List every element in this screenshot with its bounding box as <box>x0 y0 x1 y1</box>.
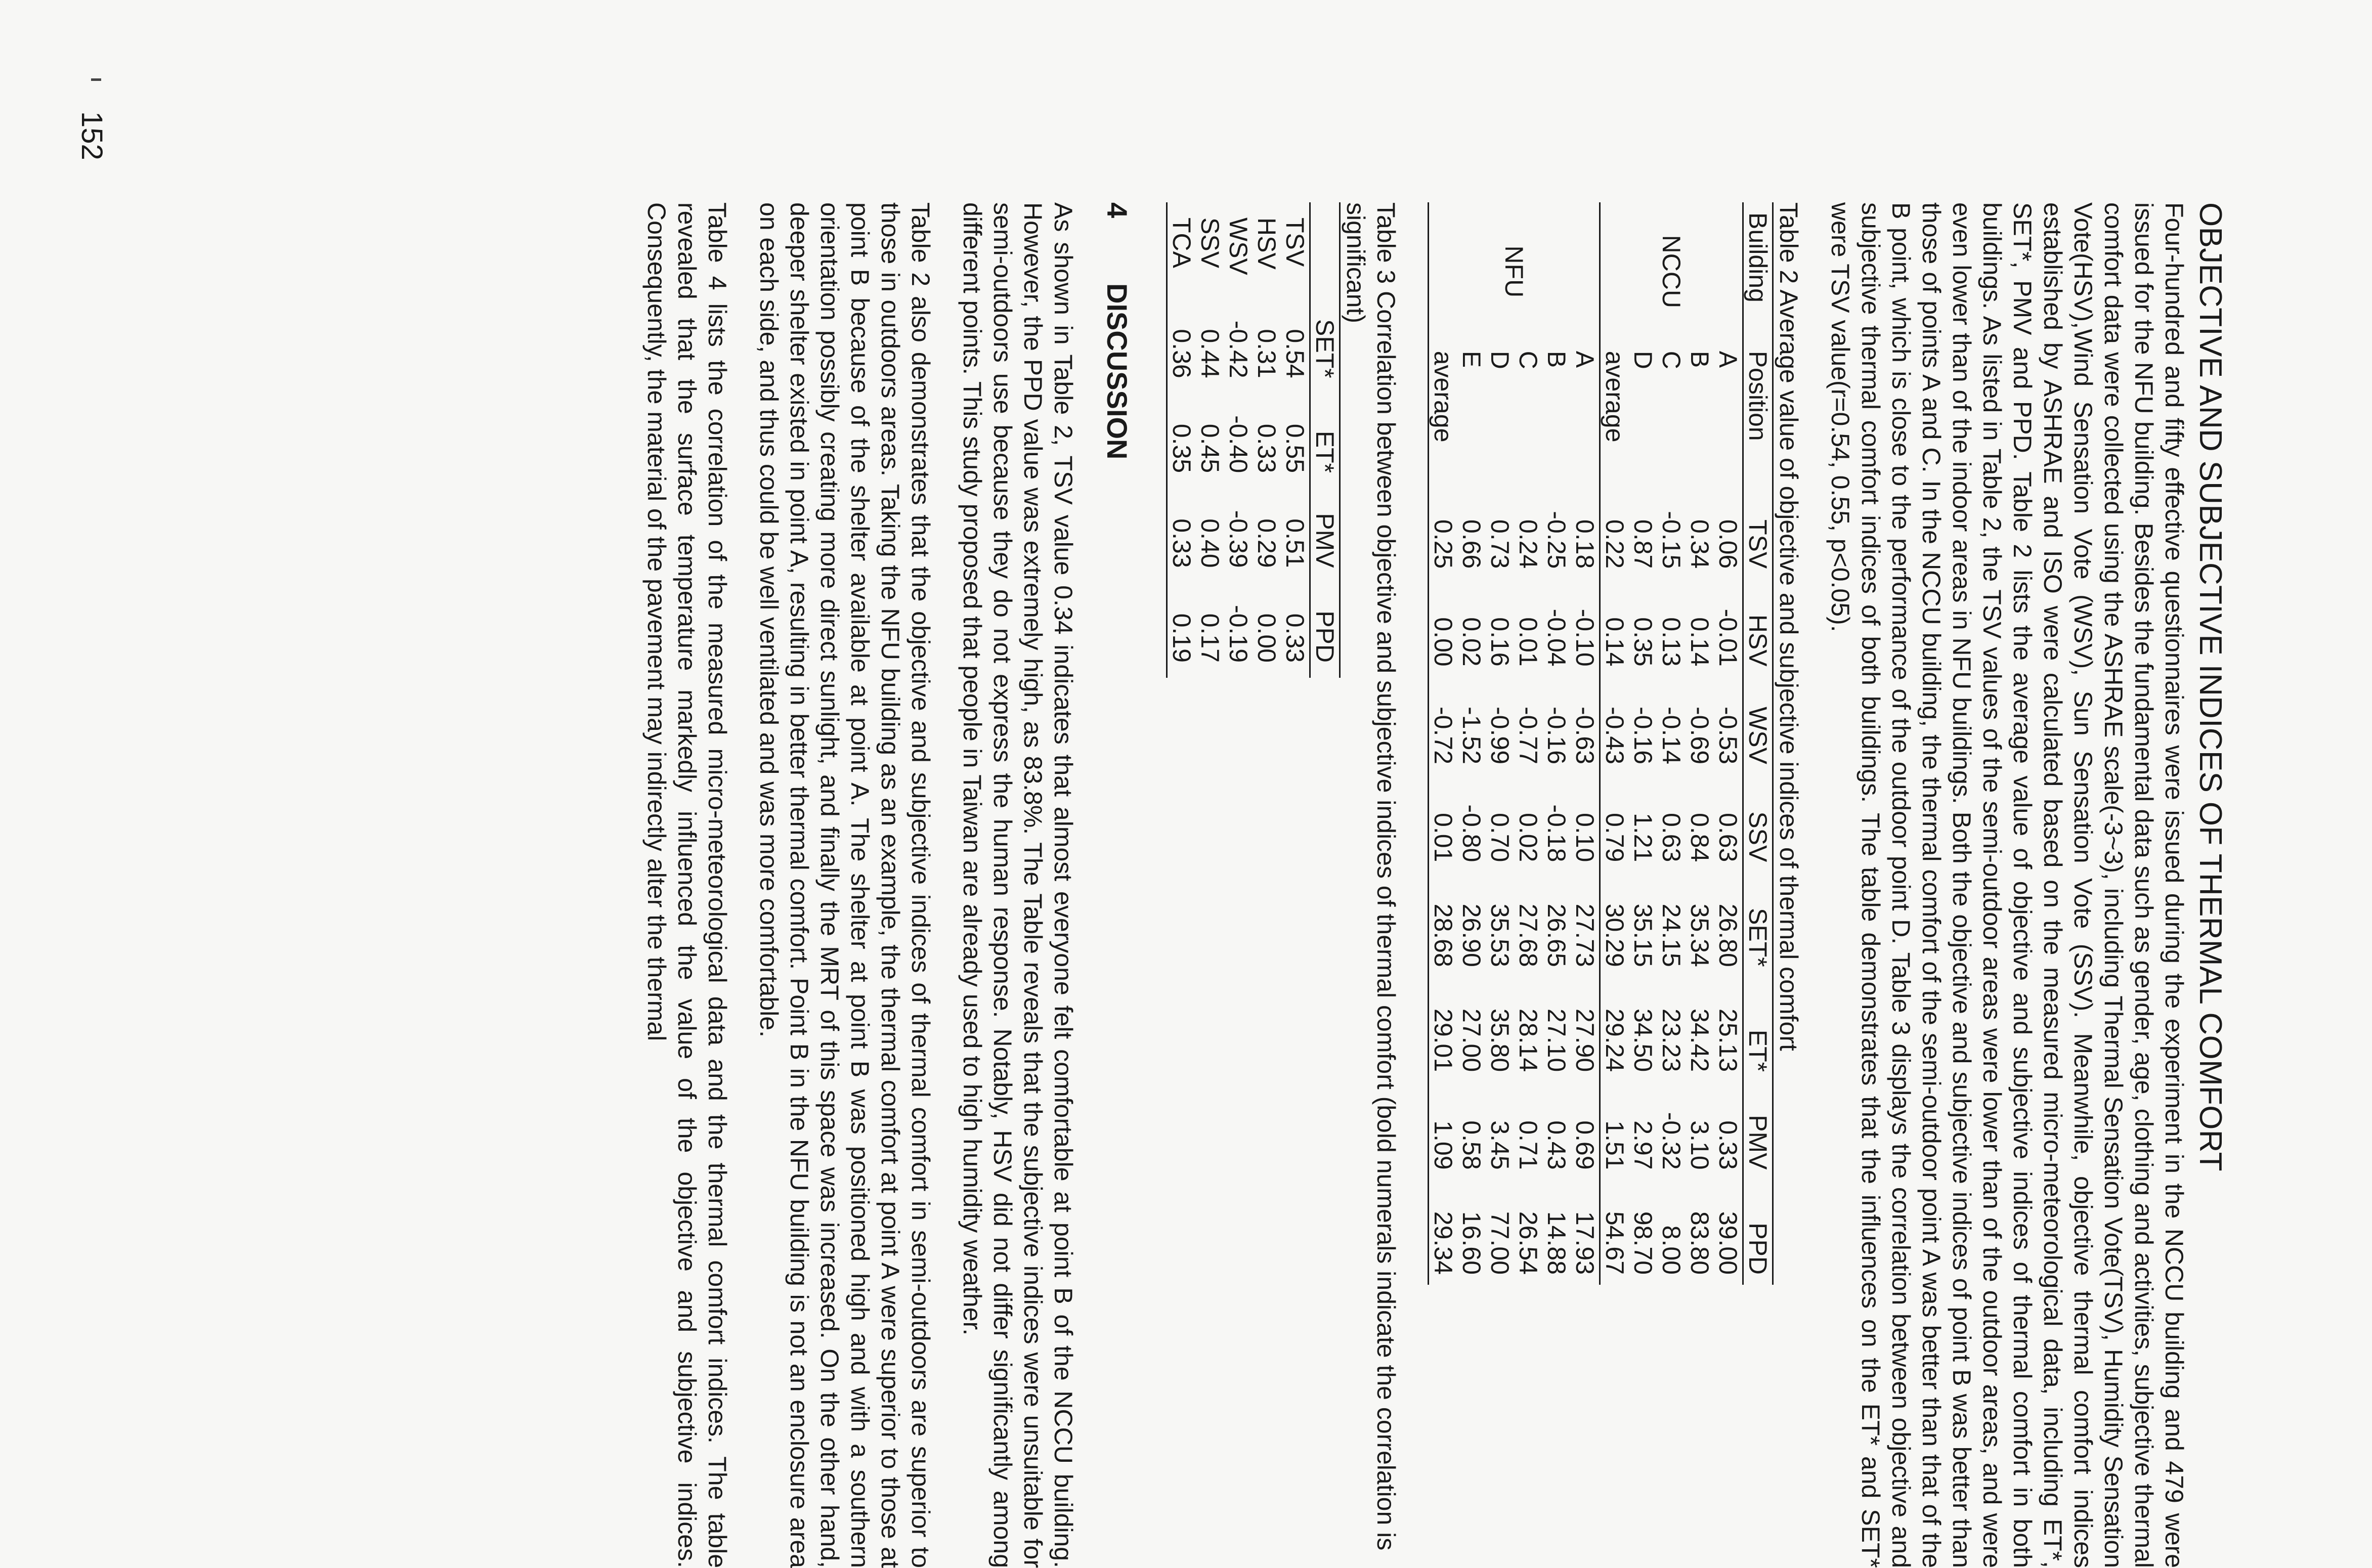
table-row <box>1657 202 1686 1285</box>
table2-value-cell: -1.52 <box>1457 707 1486 764</box>
table2-value-cell: 24.15 <box>1657 903 1686 967</box>
table2-position-cell: E <box>1457 351 1486 368</box>
table-row <box>1686 202 1714 1285</box>
table2-value-cell: 77.00 <box>1485 1211 1514 1275</box>
table3-value-cell: 0.55 <box>1280 423 1309 473</box>
table3-value-cell: 0.35 <box>1167 423 1196 473</box>
table2-value-cell: 0.43 <box>1542 1120 1571 1170</box>
table3-value-cell: 0.51 <box>1280 518 1309 568</box>
table2-value-cell: 8.00 <box>1657 1225 1686 1275</box>
table-row <box>1714 202 1743 1285</box>
section-heading: OBJECTIVE AND SUBJECTIVE INDICES OF THERMAL COMFORT <box>2192 202 2228 1171</box>
table3-header-row <box>1310 202 1340 678</box>
table2-value-cell: -0.14 <box>1657 707 1686 764</box>
table2-value-cell: -0.16 <box>1628 707 1657 764</box>
table2-value-cell: -0.53 <box>1713 707 1742 764</box>
table2-position-cell: C <box>1514 351 1542 369</box>
table-row <box>1486 202 1514 1285</box>
table3-value-cell: 0.54 <box>1280 329 1309 378</box>
table2-value-cell: 27.10 <box>1542 1009 1571 1072</box>
table3-value-cell: 0.40 <box>1195 518 1224 568</box>
table2-value-cell: -0.77 <box>1514 707 1542 764</box>
table2-value-cell: -0.01 <box>1713 608 1742 667</box>
table2-position-cell: A <box>1713 351 1742 368</box>
table2-value-cell: -0.10 <box>1570 608 1599 667</box>
table2-value-cell: 27.90 <box>1570 1009 1599 1072</box>
table2-header <box>1743 202 1773 1285</box>
table2-caption: Table 2 Average value of objective and subjective indices of thermal comfort <box>1774 202 1803 1051</box>
table3-value-cell: 0.36 <box>1167 329 1196 378</box>
table2-value-cell: 0.00 <box>1429 617 1457 667</box>
table3-row-label: SSV <box>1195 217 1224 269</box>
table2-value-cell: 0.14 <box>1685 617 1714 667</box>
discussion-number: 4 <box>1101 202 1133 219</box>
table2-col-header: Position <box>1743 351 1772 441</box>
table2-value-cell: 1.09 <box>1429 1120 1457 1170</box>
table3-value-cell: 0.33 <box>1167 518 1196 568</box>
table-row <box>1600 202 1629 1285</box>
table3-col-header: SET* <box>1310 319 1339 378</box>
table2-value-cell: 30.29 <box>1600 903 1629 967</box>
table-row <box>1457 202 1486 1285</box>
table2-value-cell: -0.25 <box>1542 511 1571 569</box>
table2-value-cell: 98.70 <box>1628 1211 1657 1275</box>
table3-value-cell: 0.33 <box>1280 613 1309 663</box>
table3-value-cell: 0.17 <box>1195 613 1224 663</box>
table2-body <box>1428 202 1743 1285</box>
table2-value-cell: -0.63 <box>1570 707 1599 764</box>
table3-col-header: PMV <box>1310 513 1339 568</box>
table3-row-label: WSV <box>1224 217 1253 275</box>
table2-position-cell: C <box>1657 351 1686 369</box>
table2-value-cell: -0.69 <box>1685 707 1714 764</box>
table2-col-header: ET* <box>1743 1029 1772 1072</box>
table3 <box>1166 202 1341 678</box>
table2-value-cell: 0.69 <box>1570 1120 1599 1170</box>
table2-value-cell: 0.84 <box>1685 813 1714 862</box>
table2-value-cell: 0.22 <box>1600 519 1629 569</box>
table3-value-cell: 0.00 <box>1252 613 1281 663</box>
table3-value-cell: -0.39 <box>1224 510 1253 568</box>
table3-value-cell: 0.45 <box>1195 423 1224 473</box>
table2-value-cell: 0.24 <box>1514 519 1542 569</box>
table2-value-cell: 0.13 <box>1657 617 1686 667</box>
discussion-heading <box>1101 202 1134 1568</box>
table-row <box>1514 202 1542 1285</box>
text-column <box>154 202 2228 1568</box>
table2-col-header: WSV <box>1743 707 1772 764</box>
table2-value-cell: 0.63 <box>1713 813 1742 862</box>
table2-col-header: SET* <box>1743 908 1772 967</box>
table2-value-cell: 0.33 <box>1713 1120 1742 1170</box>
table3-value-cell: -0.42 <box>1224 320 1253 378</box>
table2-value-cell: 28.14 <box>1514 1009 1542 1072</box>
table2-value-cell: 17.93 <box>1570 1211 1599 1275</box>
table2-value-cell: 23.23 <box>1657 1009 1686 1072</box>
table3-value-cell: -0.19 <box>1224 605 1253 663</box>
table2-building-cell: NCCU <box>1657 235 1686 309</box>
table2-value-cell: 35.15 <box>1628 903 1657 967</box>
table2-value-cell: 0.06 <box>1713 519 1742 569</box>
table2-value-cell: 34.42 <box>1685 1009 1714 1072</box>
table3-row-label: TSV <box>1280 217 1309 267</box>
table2-value-cell: 39.00 <box>1713 1211 1742 1275</box>
table2-value-cell: 54.67 <box>1600 1211 1629 1275</box>
table2-value-cell: 2.97 <box>1628 1120 1657 1170</box>
table2-value-cell: -0.15 <box>1657 511 1686 569</box>
table2-value-cell: -0.80 <box>1457 804 1486 862</box>
table2-value-cell: 0.66 <box>1457 519 1486 569</box>
table2-col-header: Building <box>1743 212 1772 302</box>
table3-caption: Table 3 Correlation between objective and subjective indices of thermal comfort (bold numerals indicate the correlation is significant) <box>1341 202 1400 1551</box>
table2-value-cell: 0.14 <box>1600 617 1629 667</box>
table2-value-cell: 35.34 <box>1685 903 1714 967</box>
table-row <box>1571 202 1600 1285</box>
table2-value-cell: -0.16 <box>1542 707 1571 764</box>
table3-col-header <box>1310 202 1340 297</box>
table2-value-cell: 3.10 <box>1685 1120 1714 1170</box>
table2-value-cell: 1.51 <box>1600 1120 1629 1170</box>
table2-value-cell: 0.71 <box>1514 1120 1542 1170</box>
table-row <box>1167 202 1196 678</box>
table2-col-header: HSV <box>1743 614 1772 667</box>
page-number: 152 <box>75 111 108 160</box>
table2-value-cell: 28.68 <box>1429 903 1457 967</box>
table2-value-cell: 27.68 <box>1514 903 1542 967</box>
discussion-paragraph-2: Table 2 also demonstrates that the objective and subjective indices of thermal comfort in semi-outdoors are superior to those in outdoors areas. Taking the NFU building as an example, the thermal comfort at point A were superior to those at point B because of the shelter available at point A. The shelter at point B was positioned high and with a southern orientation possibly creating more direct sunlight, and finally the MRT of this space was increased. On the other hand, deeper shelter existed in point A, resulting in better thermal comfort. Point B in the NFU building is not an enclosure area on each side, and thus could be well ventilated and was more comfortable. <box>754 202 935 1568</box>
table-row <box>1196 202 1224 678</box>
table-row <box>1629 202 1657 1285</box>
table2-value-cell: -0.32 <box>1657 1112 1686 1170</box>
table3-value-cell: 0.31 <box>1252 329 1281 378</box>
table2-value-cell: 0.10 <box>1570 813 1599 862</box>
table2-value-cell: 27.00 <box>1457 1009 1486 1072</box>
table2-header-row <box>1743 202 1773 1285</box>
table2-value-cell: 26.80 <box>1713 903 1742 967</box>
table2-value-cell: -0.04 <box>1542 608 1571 667</box>
table2-value-cell: 35.80 <box>1485 1009 1514 1072</box>
table2-value-cell: 0.87 <box>1628 519 1657 569</box>
table2-position-cell: average <box>1600 351 1629 443</box>
table2-value-cell: 27.73 <box>1570 903 1599 967</box>
table2-value-cell: 0.35 <box>1628 617 1657 667</box>
table2 <box>1428 202 1774 1285</box>
table2-position-cell: average <box>1429 351 1457 443</box>
section-paragraph: Four-hundred and fifty effective questionnaires were issued during the experiment in the NCCU building and 479 were issued for the NFU building. Besides the fundamental data such as gender, age, clothing and activities, subjective thermal comfort data were collected using the ASHRAE scale(-3~3), including Thermal Sensation Vote(TSV), Humidity Sensation Vote(HSV),Wind Sensation Vote (WSV), Sun Sensation Vote (SSV). Meanwhile, objective thermal comfort indices established by ASHRAE and ISO were calculated based on the measured micro-meteorological data, including ET*, SET*, PMV and PPD. Table 2 lists the average value of objective and subjective indices of thermal comfort in both buildings. As listed in Table 2, the TSV values of the semi-outdoor areas were lower than of the outdoor areas, and were even lower than of the indoor areas in NFU buildings. Both the objective and subjective indices of point B was better than those of points A and C. In the NCCU building, the thermal comfort of the semi-outdoor point A was better than that of the B point, which is close to the performance of the outdoor point D. Table 3 displays the correlation between objective and subjective thermal comfort indices of both buildings. The table demonstrates that the influences on the ET* and SET* were TSV value(r=0.54, 0.55, p<0.05). <box>1826 202 2188 1568</box>
table2-value-cell: 25.13 <box>1713 1009 1742 1072</box>
scan-edge-mark <box>91 78 101 81</box>
table2-col-header: PMV <box>1743 1115 1772 1170</box>
table2-value-cell: 0.01 <box>1429 813 1457 862</box>
table2-value-cell: 0.02 <box>1457 617 1486 667</box>
table2-value-cell: 26.65 <box>1542 903 1571 967</box>
table3-value-cell: -0.40 <box>1224 415 1253 473</box>
table2-value-cell: 0.79 <box>1600 813 1629 862</box>
table-row <box>1542 202 1571 1285</box>
table2-position-cell: A <box>1570 351 1599 368</box>
table2-value-cell: 0.70 <box>1485 813 1514 862</box>
table2-position-cell: D <box>1485 351 1514 369</box>
table2-value-cell: 26.54 <box>1514 1211 1542 1275</box>
table3-col-header: ET* <box>1310 430 1339 473</box>
table-row <box>1224 202 1253 678</box>
table2-position-cell: B <box>1685 351 1714 368</box>
table2-value-cell: 83.80 <box>1685 1211 1714 1275</box>
table2-value-cell: 0.73 <box>1485 519 1514 569</box>
table2-value-cell: 0.01 <box>1514 617 1542 667</box>
table3-row-label: TCA <box>1167 217 1196 268</box>
table2-value-cell: 29.01 <box>1429 1009 1457 1072</box>
table2-col-header: SSV <box>1743 811 1772 862</box>
table2-value-cell: 35.53 <box>1485 903 1514 967</box>
table2-building-cell: NFU <box>1499 245 1528 298</box>
table3-value-cell: 0.19 <box>1167 613 1196 663</box>
table2-value-cell: 26.90 <box>1457 903 1486 967</box>
table2-value-cell: 29.34 <box>1429 1211 1457 1275</box>
table2-value-cell: -0.72 <box>1429 707 1457 764</box>
table2-value-cell: 34.50 <box>1628 1009 1657 1072</box>
table2-value-cell: 0.18 <box>1570 519 1599 569</box>
table3-value-cell: 0.44 <box>1195 329 1224 378</box>
table2-value-cell: -0.43 <box>1600 707 1629 764</box>
table2-value-cell: 0.34 <box>1685 519 1714 569</box>
table2-value-cell: 0.25 <box>1429 519 1457 569</box>
table2-value-cell: 0.02 <box>1514 813 1542 862</box>
table2-value-cell: 1.21 <box>1628 813 1657 862</box>
table3-header <box>1310 202 1340 678</box>
table2-value-cell: 3.45 <box>1485 1120 1514 1170</box>
table2-value-cell: 0.16 <box>1485 617 1514 667</box>
table2-value-cell: -0.18 <box>1542 804 1571 862</box>
table2-value-cell: 0.58 <box>1457 1120 1486 1170</box>
table2-value-cell: 0.63 <box>1657 813 1686 862</box>
table-row <box>1428 202 1457 1285</box>
table2-col-header: TSV <box>1743 519 1772 569</box>
table2-col-header: PPD <box>1743 1223 1772 1275</box>
table-row <box>1281 202 1310 678</box>
table2-position-cell: B <box>1542 351 1571 368</box>
document-page <box>48 51 2324 1568</box>
discussion-title: DISCUSSION <box>1101 283 1133 460</box>
table3-body <box>1167 202 1310 678</box>
table2-value-cell: -0.99 <box>1485 707 1514 764</box>
discussion-paragraph-3: Table 4 lists the correlation of the measured micro-meteorological data and the thermal comfort indices. The table revealed that the surface temperature markedly influenced the value of the objective and subjective indices. Consequently, the material of the pavement may indirectly alter the thermal <box>642 202 731 1568</box>
table2-value-cell: 16.60 <box>1457 1211 1486 1275</box>
table2-value-cell: 29.24 <box>1600 1009 1629 1072</box>
table3-row-label: HSV <box>1252 217 1281 270</box>
page-content <box>48 51 2324 1568</box>
discussion-paragraph-1: As shown in Table 2, TSV value 0.34 indicates that almost everyone felt comfortable at point B of the NCCU building. However, the PPD value was extremely high, as 83.8%. The Table reveals that the subjective indices were unsuitable for semi-outdoors use because they do not express the human response. Notably, HSV did not differ significantly among different points. This study proposed that people in Taiwan are already used to high humidity weather. <box>958 202 1077 1568</box>
table3-value-cell: 0.33 <box>1252 423 1281 473</box>
table3-value-cell: 0.29 <box>1252 518 1281 568</box>
table3-col-header: PPD <box>1310 611 1339 663</box>
table2-value-cell: 14.88 <box>1542 1211 1571 1275</box>
table-row <box>1253 202 1281 678</box>
table2-position-cell: D <box>1628 351 1657 369</box>
